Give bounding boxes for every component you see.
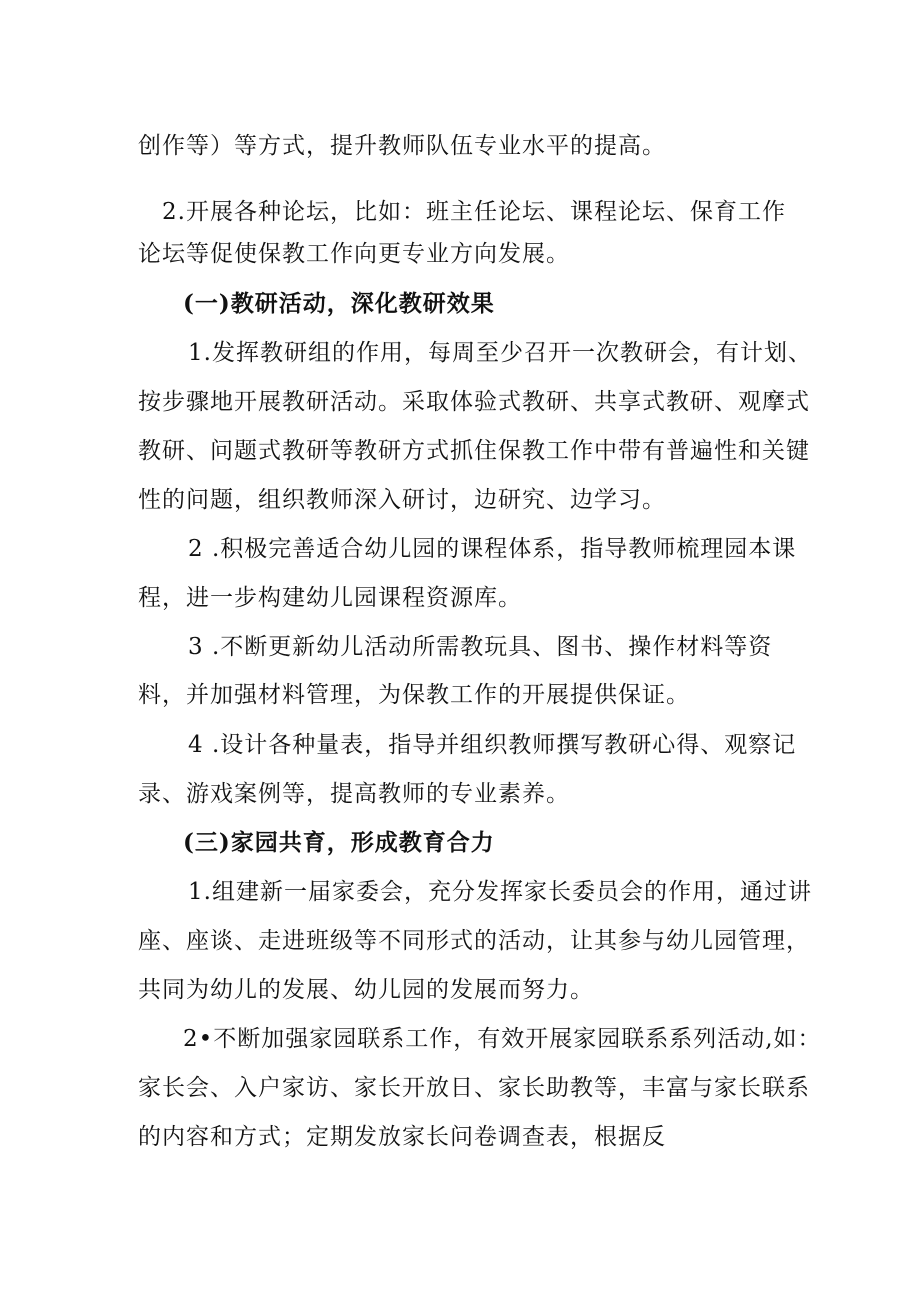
paragraph-line: 录、游戏案例等，提高教师的专业素养。 bbox=[138, 781, 570, 807]
paragraph-line: 2 .积极完善适合幼儿园的课程体系，指导教师梳理园本课 bbox=[188, 536, 797, 562]
paragraph-line: 共同为幼儿的发展、幼儿园的发展而努力。 bbox=[138, 977, 594, 1003]
paragraph-line: 2.开展各种论坛，比如：班主任论坛、课程论坛、保育工作 bbox=[162, 199, 786, 225]
paragraph-line: 创作等）等方式，提升教师队伍专业水平的提高。 bbox=[138, 133, 666, 159]
paragraph-line: 程，进一步构建幼儿园课程资源库。 bbox=[138, 585, 522, 611]
paragraph-line: 家长会、入户家访、家长开放日、家长助教等，丰富与家长联系 bbox=[138, 1075, 810, 1101]
paragraph-line: 1.发挥教研组的作用，每周至少召开一次教研会，有计划、 bbox=[188, 340, 812, 366]
paragraph-line: 论坛等促使保教工作向更专业方向发展。 bbox=[138, 241, 570, 267]
paragraph-line: 座、座谈、走进班级等不同形式的活动，让其参与幼儿园管理， bbox=[138, 928, 810, 954]
paragraph-line: 性的问题，组织教师深入研讨，边研究、边学习。 bbox=[138, 487, 666, 513]
paragraph-line: 教研、问题式教研等教研方式抓住保教工作中带有普遍性和关键 bbox=[138, 438, 810, 464]
section-heading: (三)家园共育，形成教育合力 bbox=[183, 829, 495, 856]
section-heading: (一)教研活动，深化教研效果 bbox=[183, 290, 495, 317]
paragraph-line: 的内容和方式；定期发放家长问卷调查表，根据反 bbox=[138, 1124, 666, 1150]
paragraph-line: 3 .不断更新幼儿活动所需教玩具、图书、操作材料等资 bbox=[188, 634, 773, 660]
paragraph-line: 料，并加强材料管理，为保教工作的开展提供保证。 bbox=[138, 682, 690, 708]
paragraph-line: 2•不断加强家园联系工作，有效开展家园联系系列活动,如： bbox=[183, 1026, 822, 1052]
paragraph-line: 按步骤地开展教研活动。采取体验式教研、共享式教研、观摩式 bbox=[138, 389, 810, 415]
paragraph-line: 4 .设计各种量表，指导并组织教师撰写教研心得、观察记 bbox=[188, 732, 797, 758]
paragraph-line: 1.组建新一届家委会，充分发挥家长委员会的作用，通过讲 bbox=[188, 879, 812, 905]
